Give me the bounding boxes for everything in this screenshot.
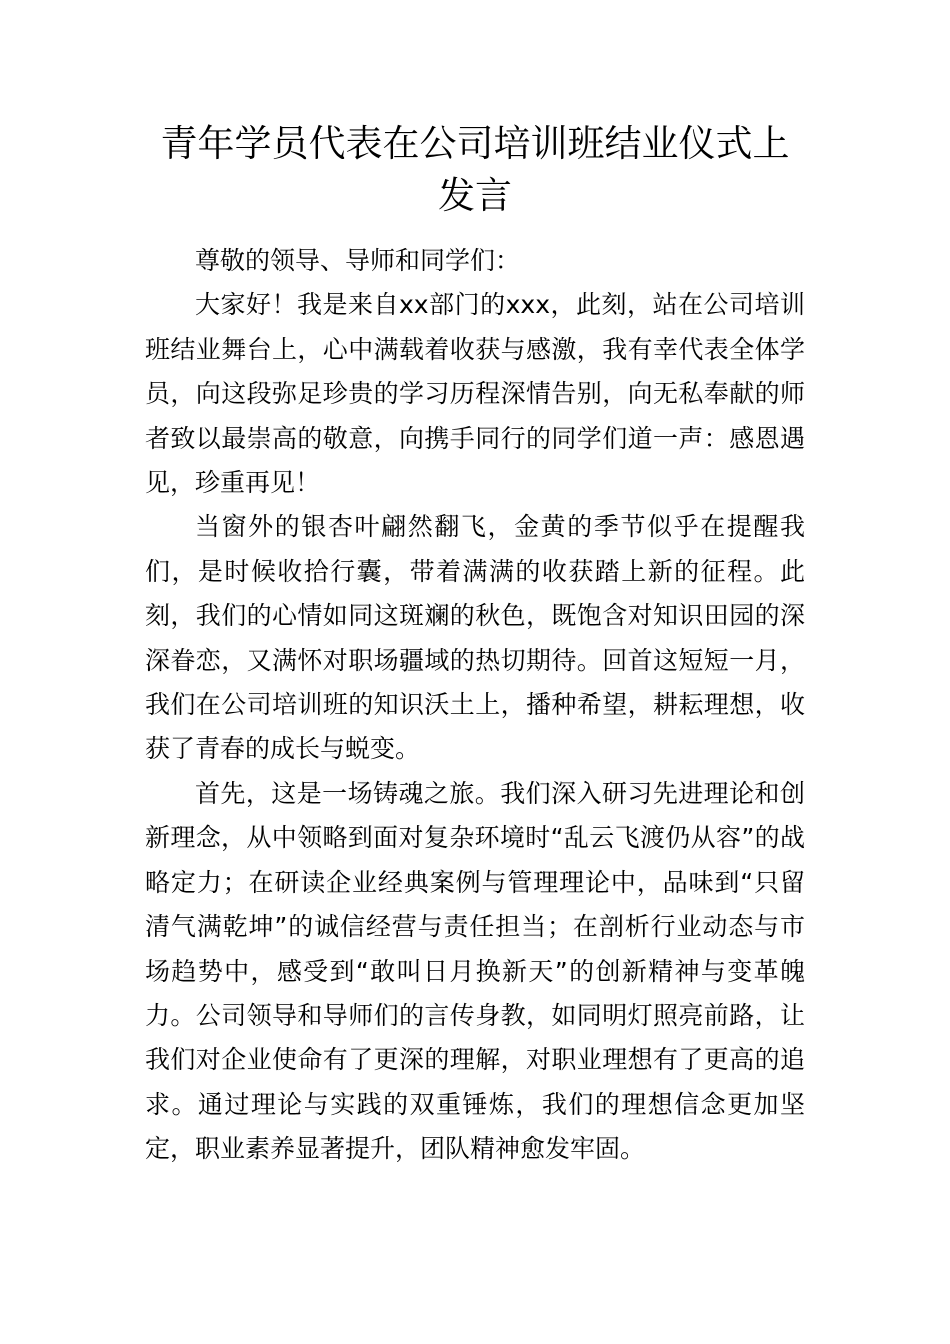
greeting-paragraph: 大家好！我是来自xx部门的xxx，此刻，站在公司培训班结业舞台上，心中满载着收获与感激，我有幸代表全体学员，向这段弥足珍贵的学习历程深情告别，向无私奉献的师者致以最崇高的敬意，向携手同行的同学们道一声：感恩遇见，珍重再见！ [145,290,805,498]
document-title: 青年学员代表在公司培训班结业仪式上发言 [160,122,790,217]
document-body [145,239,805,1172]
first-point-paragraph: 首先，这是一场铸魂之旅。我们深入研习先进理论和创新理念，从中领略到面对复杂环境时“乱云飞渡仍从容”的战略定力；在研读企业经典案例与管理理论中，品味到“只留清气满乾坤”的诚信经营与责任担当；在剖析行业动态与市场趋势中，感受到“敢叫日月换新天”的创新精神与变革魄力。公司领导和导师们的言传身教，如同明灯照亮前路，让我们对企业使命有了更深的理解，对职业理想有了更高的追求。通过理论与实践的双重锤炼，我们的理想信念更加坚定，职业素养显著提升，团队精神愈发牢固。 [145,778,805,1164]
salutation-paragraph: 尊敬的领导、导师和同学们： [195,246,521,275]
autumn-paragraph: 当窗外的银杏叶翩然翻飞，金黄的季节似乎在提醒我们，是时候收拾行囊，带着满满的收获踏上新的征程。此刻，我们的心情如同这斑斓的秋色，既饱含对知识田园的深深眷恋，又满怀对职场疆域的热切期待。回首这短短一月，我们在公司培训班的知识沃土上，播种希望，耕耘理想，收获了青春的成长与蜕变。 [145,512,805,764]
